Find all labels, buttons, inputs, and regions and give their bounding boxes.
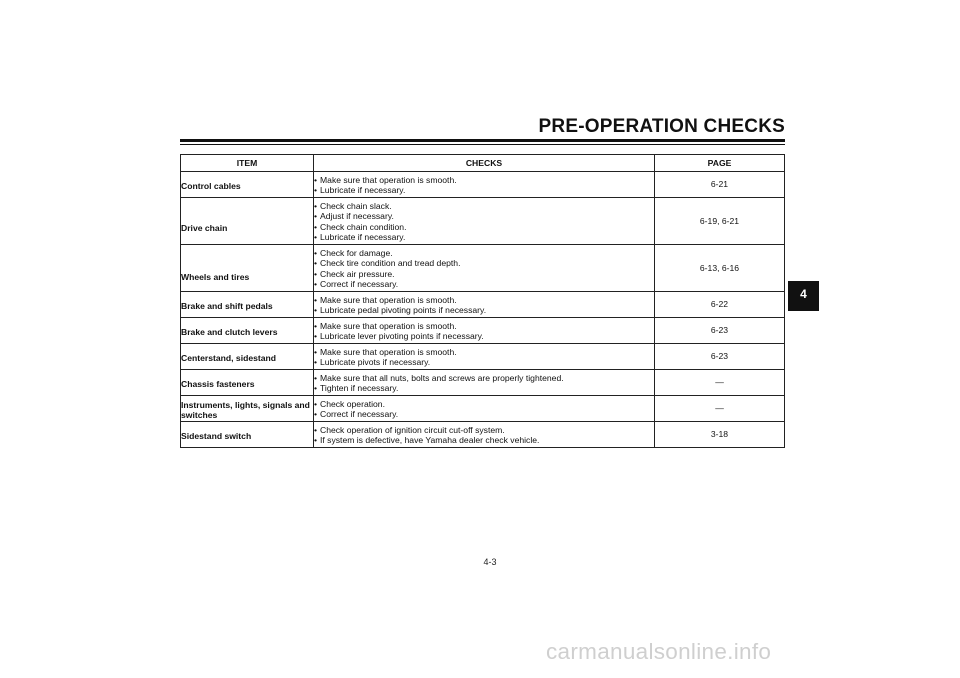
check-item: • Check for damage. [314, 248, 654, 258]
item-label: Centerstand, sidestand [181, 352, 277, 363]
pre-operation-checks-table [180, 154, 785, 448]
item-cell [181, 198, 314, 245]
page-number: 4-3 [483, 557, 497, 567]
chapter-tab: 4 [788, 281, 819, 311]
item-label: Wheels and tires [181, 271, 250, 282]
check-item: • Check operation. [314, 399, 654, 409]
table-row [181, 318, 785, 344]
checks-cell [314, 245, 655, 292]
page-ref: 3-18 [655, 422, 785, 448]
item-cell [181, 292, 314, 318]
check-item: • Lubricate if necessary. [314, 232, 654, 242]
table-row [181, 198, 785, 245]
table-row [181, 245, 785, 292]
item-label: Chassis fasteners [181, 378, 255, 389]
check-item: • Check chain slack. [314, 201, 654, 211]
table-row [181, 396, 785, 422]
table-row [181, 370, 785, 396]
check-item: • Make sure that operation is smooth. [314, 321, 654, 331]
page-ref: 6-13, 6-16 [655, 245, 785, 292]
check-item: • Make sure that operation is smooth. [314, 175, 654, 185]
title-rule-thick [180, 139, 785, 142]
check-item: • Check air pressure. [314, 269, 654, 279]
check-item: • Lubricate pivots if necessary. [314, 357, 654, 367]
checks-list [314, 399, 654, 420]
column-header-item: ITEM [181, 155, 314, 172]
checks-cell [314, 172, 655, 198]
item-cell [181, 172, 314, 198]
page-ref: — [655, 396, 785, 422]
check-item: • Lubricate lever pivoting points if necessary. [314, 331, 654, 341]
checks-cell [314, 422, 655, 448]
checks-list [314, 201, 654, 243]
check-item: • Correct if necessary. [314, 279, 654, 289]
checks-cell [314, 370, 655, 396]
checks-cell [314, 292, 655, 318]
checks-list [314, 295, 654, 316]
checks-cell [314, 318, 655, 344]
check-item: • Make sure that operation is smooth. [314, 347, 654, 357]
page-ref: — [655, 370, 785, 396]
page-title: PRE-OPERATION CHECKS [538, 116, 785, 137]
page-ref: 6-23 [655, 344, 785, 370]
title-rule-thin [180, 144, 785, 145]
checks-list [314, 373, 654, 394]
item-cell [181, 318, 314, 344]
checks-cell [314, 396, 655, 422]
item-cell [181, 422, 314, 448]
column-header-page: PAGE [655, 155, 785, 172]
item-label: Sidestand switch [181, 430, 252, 441]
page-ref: 6-19, 6-21 [655, 198, 785, 245]
page-ref: 6-22 [655, 292, 785, 318]
check-item: • Lubricate pedal pivoting points if necessary. [314, 305, 654, 315]
check-item: • Make sure that all nuts, bolts and screws are properly tightened. [314, 373, 654, 383]
item-cell [181, 344, 314, 370]
checks-list [314, 175, 654, 196]
table-row [181, 422, 785, 448]
checks-list [314, 425, 654, 446]
check-item: • Lubricate if necessary. [314, 185, 654, 195]
item-cell [181, 245, 314, 292]
check-item: • Check chain condition. [314, 222, 654, 232]
check-item: • Make sure that operation is smooth. [314, 295, 654, 305]
item-label: Brake and shift pedals [181, 300, 273, 311]
check-item: • Adjust if necessary. [314, 211, 654, 221]
item-cell [181, 396, 314, 422]
item-label: Brake and clutch levers [181, 326, 278, 337]
table-row [181, 292, 785, 318]
check-item: • Check tire condition and tread depth. [314, 258, 654, 268]
checks-cell [314, 198, 655, 245]
checks-list [314, 248, 654, 290]
check-item: • Check operation of ignition circuit cut-off system. [314, 425, 654, 435]
item-cell [181, 370, 314, 396]
table-row [181, 172, 785, 198]
checks-list [314, 347, 654, 368]
table-header-row [181, 155, 785, 172]
check-item: • If system is defective, have Yamaha dealer check vehicle. [314, 435, 654, 445]
watermark: carmanualsonline.info [546, 639, 772, 664]
page-ref: 6-21 [655, 172, 785, 198]
item-label: Control cables [181, 180, 241, 191]
checks-list [314, 321, 654, 342]
check-item: • Correct if necessary. [314, 409, 654, 419]
item-label: Drive chain [181, 222, 228, 233]
column-header-checks: CHECKS [314, 155, 655, 172]
page-ref: 6-23 [655, 318, 785, 344]
checks-cell [314, 344, 655, 370]
check-item: • Tighten if necessary. [314, 383, 654, 393]
item-label: Instruments, lights, signals and switches [181, 399, 310, 420]
table-row [181, 344, 785, 370]
